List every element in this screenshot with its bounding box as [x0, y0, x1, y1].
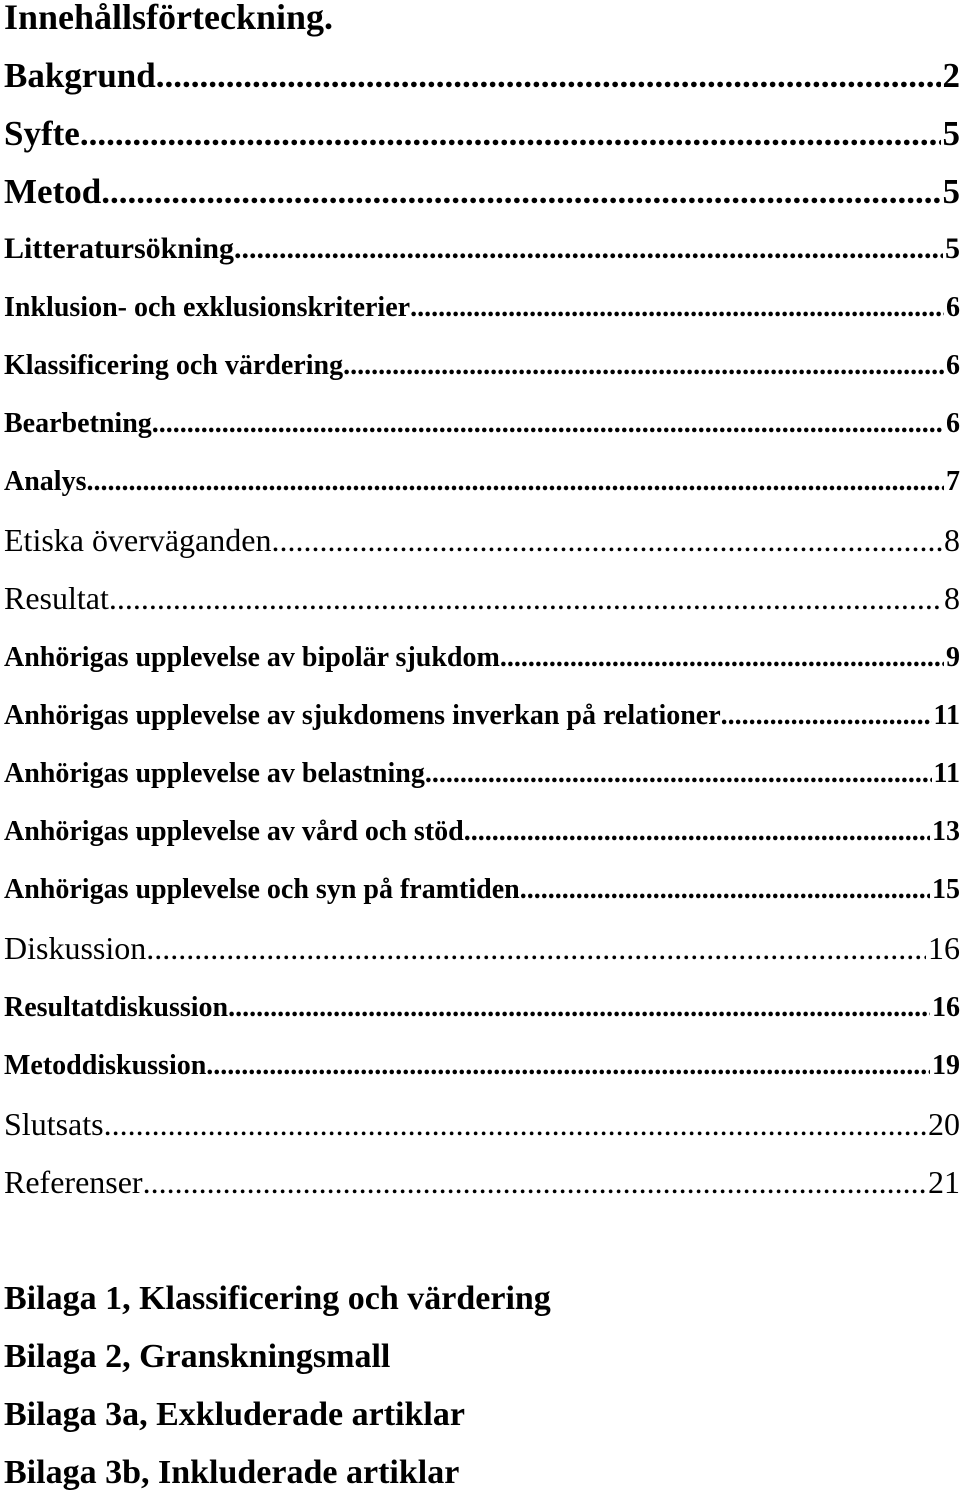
toc-entry-relationer[interactable]: [4, 702, 960, 730]
toc-entry-title: Anhörigas upplevelse av bipolär sjukdom: [4, 642, 500, 673]
toc-entry-vard-och-stod[interactable]: [4, 818, 960, 846]
toc-dot-leader: [520, 876, 930, 904]
toc-entry-page: 11: [933, 758, 960, 789]
toc-entry-title: Resultatdiskussion: [4, 992, 229, 1023]
toc-entry-belastning[interactable]: [4, 760, 960, 788]
toc-dot-leader: [152, 410, 944, 438]
toc-dot-leader: [156, 58, 941, 93]
toc-entry-title: Anhörigas upplevelse av vård och stöd: [4, 816, 464, 847]
toc-entry-page: 6: [946, 292, 960, 323]
toc-dot-leader: [271, 524, 942, 556]
toc-dot-leader: [80, 116, 941, 151]
toc-entry-syfte[interactable]: [4, 116, 960, 151]
toc-entry-metoddiskussion[interactable]: [4, 1052, 960, 1080]
toc-entry-title: Diskussion: [4, 930, 147, 966]
toc-entry-title: Litteratursökning: [4, 232, 235, 265]
toc-entry-page: 5: [942, 114, 960, 153]
toc-dot-leader: [101, 174, 940, 209]
toc-dot-leader: [143, 1166, 926, 1198]
toc-entry-page: 6: [946, 408, 960, 439]
toc-entry-title: Bakgrund: [4, 56, 156, 95]
toc-dot-leader: [425, 760, 932, 788]
toc-entry-resultat[interactable]: [4, 582, 960, 614]
toc-entry-diskussion[interactable]: [4, 932, 960, 964]
toc-dot-leader: [721, 702, 932, 730]
toc-entry-title: Slutsats: [4, 1106, 104, 1142]
toc-entry-inklusion[interactable]: [4, 294, 960, 322]
toc-entry-page: 6: [946, 350, 960, 381]
toc-entry-title: Bearbetning: [4, 408, 152, 439]
toc-dot-leader: [104, 1108, 926, 1140]
toc-dot-leader: [410, 294, 944, 322]
toc-entry-page: 8: [944, 522, 960, 558]
toc-entry-bakgrund[interactable]: [4, 58, 960, 93]
toc-entry-referenser[interactable]: [4, 1166, 960, 1198]
toc-entry-page: 8: [944, 580, 960, 616]
toc-dot-leader: [109, 582, 942, 614]
toc-entry-page: 16: [928, 930, 960, 966]
toc-entry-page: 2: [942, 56, 960, 95]
toc-dot-leader: [464, 818, 930, 846]
toc-entry-bipolar-sjukdom[interactable]: [4, 644, 960, 672]
toc-entry-title: Metoddiskussion: [4, 1050, 207, 1081]
appendix-bilaga-1: Bilaga 1, Klassificering och värdering: [4, 1280, 551, 1317]
toc-entry-page: 15: [932, 874, 960, 905]
toc-entry-bearbetning[interactable]: [4, 410, 960, 438]
toc-entry-resultatdiskussion[interactable]: [4, 994, 960, 1022]
toc-entry-page: 5: [942, 172, 960, 211]
toc-dot-leader: [228, 994, 930, 1022]
toc-entry-title: Etiska överväganden: [4, 522, 272, 558]
toc-entry-analys[interactable]: [4, 468, 960, 496]
toc-entry-title: Referenser: [4, 1164, 143, 1200]
toc-entry-title: Anhörigas upplevelse av sjukdomens inverkan på relationer: [4, 700, 721, 731]
toc-entry-title: Metod: [4, 172, 102, 211]
toc-entry-title: Anhörigas upplevelse och syn på framtiden: [4, 874, 520, 905]
appendix-bilaga-3b: Bilaga 3b, Inkluderade artiklar: [4, 1454, 460, 1491]
toc-entry-klassificering[interactable]: [4, 352, 960, 380]
toc-dot-leader: [343, 352, 944, 380]
toc-entry-page: 16: [932, 992, 960, 1023]
toc-entry-litteratursokning[interactable]: [4, 234, 960, 264]
toc-dot-leader: [500, 644, 944, 672]
toc-entry-etiska-overvaganden[interactable]: [4, 524, 960, 556]
toc-dot-leader: [86, 468, 944, 496]
toc-entry-framtiden[interactable]: [4, 876, 960, 904]
toc-entry-page: 7: [946, 466, 960, 497]
toc-entry-title: Anhörigas upplevelse av belastning: [4, 758, 425, 789]
toc-dot-leader: [234, 234, 943, 264]
toc-entry-title: Inklusion- och exklusionskriterier: [4, 292, 411, 323]
appendix-bilaga-2: Bilaga 2, Granskningsmall: [4, 1338, 391, 1375]
toc-entry-page: 9: [946, 642, 960, 673]
toc-entry-page: 20: [928, 1106, 960, 1142]
toc-entry-page: 11: [933, 700, 960, 731]
appendix-bilaga-3a: Bilaga 3a, Exkluderade artiklar: [4, 1396, 465, 1433]
toc-entry-title: Klassificering och värdering: [4, 350, 344, 381]
toc-entry-title: Analys: [4, 466, 87, 497]
toc-dot-leader: [206, 1052, 930, 1080]
toc-heading: Innehållsförteckning.: [4, 0, 334, 37]
toc-entry-page: 5: [945, 232, 960, 265]
toc-entry-page: 19: [932, 1050, 960, 1081]
toc-entry-title: Syfte: [4, 114, 80, 153]
toc-entry-slutsats[interactable]: [4, 1108, 960, 1140]
toc-entry-page: 13: [932, 816, 960, 847]
toc-entry-title: Resultat: [4, 580, 109, 616]
toc-entry-page: 21: [928, 1164, 960, 1200]
toc-dot-leader: [146, 932, 926, 964]
toc-entry-metod[interactable]: [4, 174, 960, 209]
